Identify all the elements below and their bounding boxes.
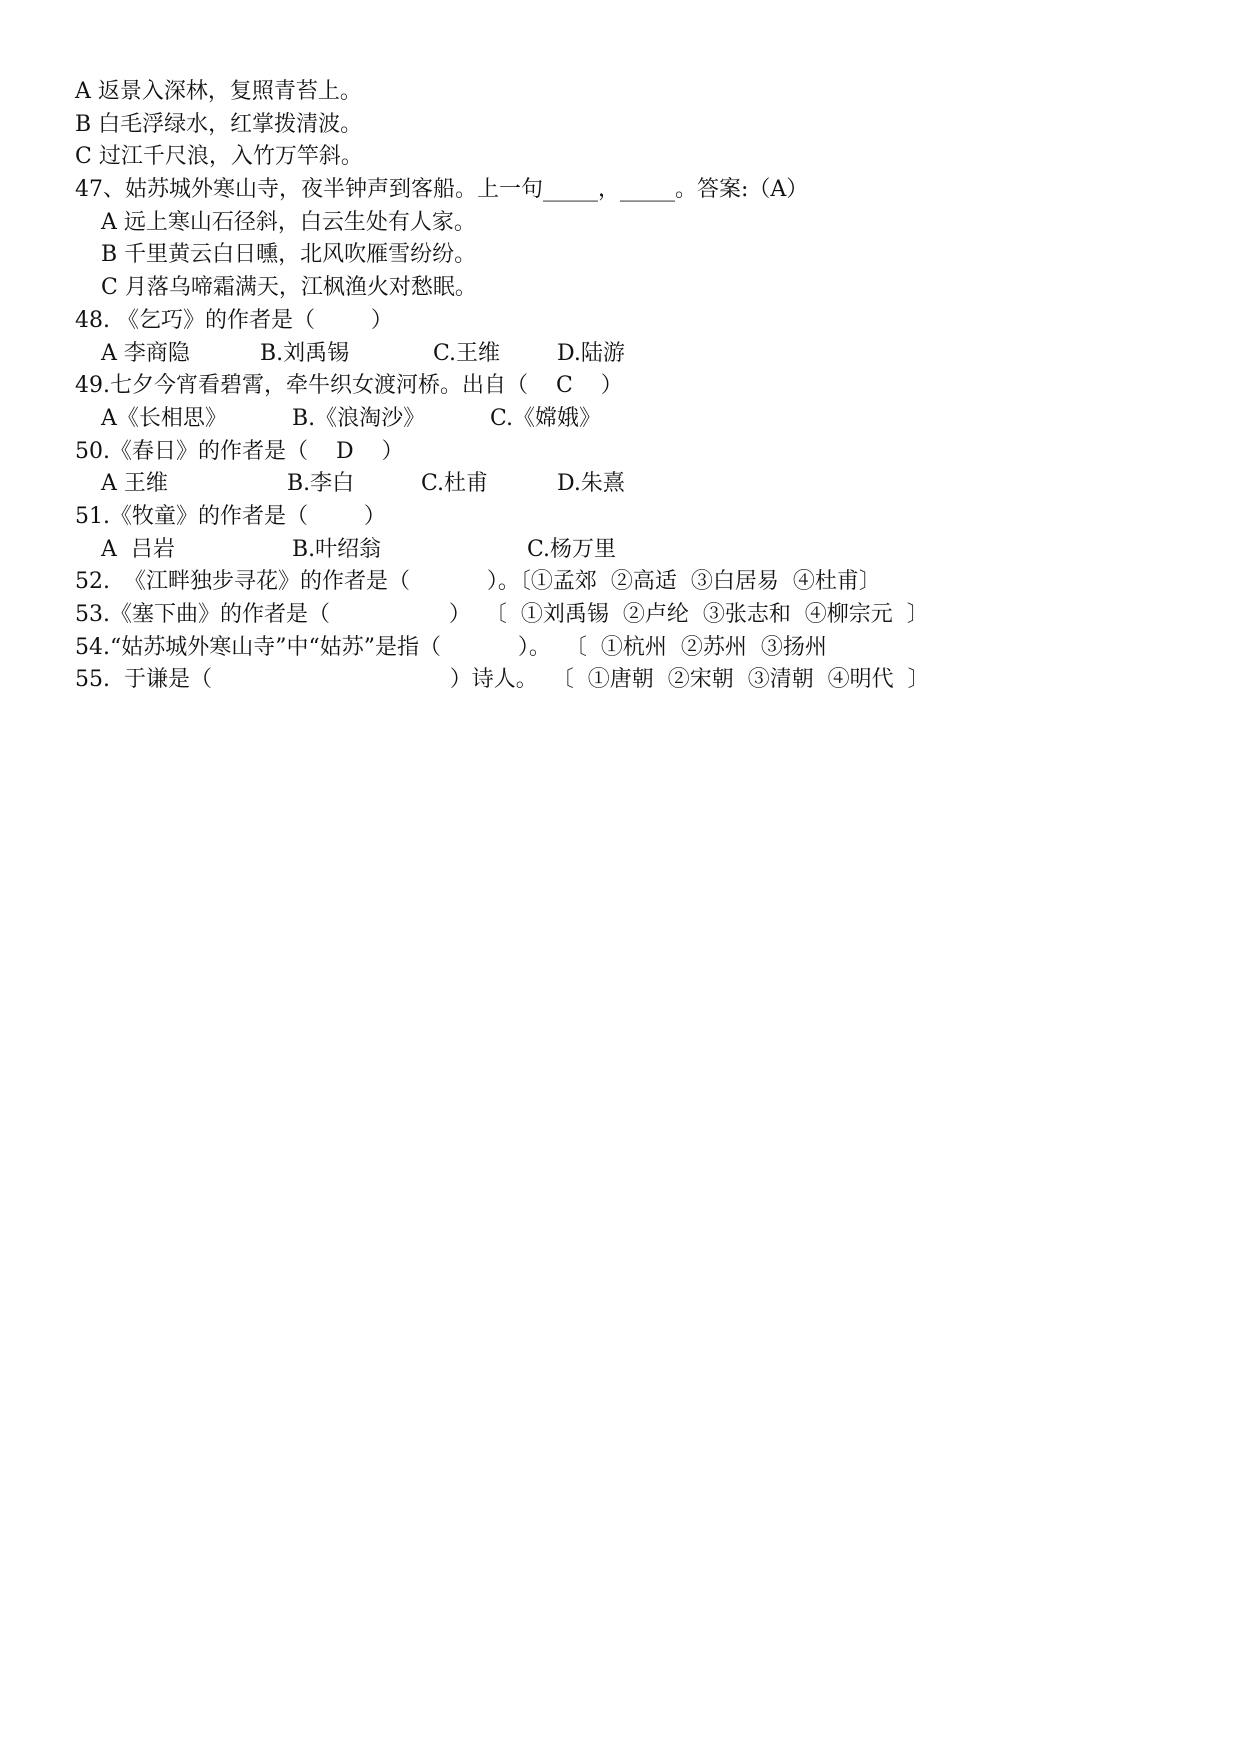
option-line: B 千里黄云白日曛，北风吹雁雪纷纷。 — [101, 242, 477, 268]
options-51 — [75, 534, 1175, 567]
option-a: A《长相思》 — [101, 405, 227, 431]
option-line: B 白毛浮绿水，红掌拨清波。 — [75, 111, 363, 137]
question-53: 53.《塞下曲》的作者是（ ） 〔 ①刘禹锡 ②卢纶 ③张志和 ④柳宗元 〕 — [75, 602, 929, 627]
options-49 — [75, 403, 1175, 436]
option-a: A 吕岩 — [101, 536, 175, 562]
option-d: D.朱熹 — [557, 471, 625, 497]
option-b: B.叶绍翁 — [292, 536, 382, 562]
options-50 — [75, 468, 1175, 501]
question-50: 50.《春日》的作者是（ D ） — [75, 438, 404, 464]
option-b: B.刘禹锡 — [260, 340, 350, 366]
option-a: A 李商隐 — [101, 340, 190, 366]
option-line: C 过江千尺浪，入竹万竿斜。 — [75, 144, 363, 170]
option-line: C 月落乌啼霜满天，江枫渔火对愁眠。 — [101, 275, 477, 301]
option-line: A 远上寒山石径斜，白云生处有人家。 — [101, 209, 476, 235]
option-c: C.《嫦娥》 — [490, 405, 602, 431]
option-c: C.王维 — [433, 340, 501, 366]
option-c: C.杜甫 — [421, 471, 489, 497]
option-line: A 返景入深林，复照青苔上。 — [75, 79, 362, 104]
option-b: B.李白 — [287, 471, 355, 497]
option-c: C.杨万里 — [527, 536, 617, 562]
question-54: 54.“姑苏城外寒山寺”中“姑苏”是指（ ）。 〔 ①杭州 ②苏州 ③扬州 — [75, 634, 827, 660]
question-47: 47、姑苏城外寒山寺，夜半钟声到客船。上一句_____，_____。答案:（A） — [75, 177, 809, 203]
question-48: 48. 《乞巧》的作者是（ ） — [75, 307, 393, 333]
option-d: D.陆游 — [557, 340, 625, 366]
worksheet-page — [75, 76, 1175, 697]
question-49: 49.七夕今宵看碧霄，牵牛织女渡河桥。出自（ C ） — [75, 373, 623, 399]
question-51: 51.《牧童》的作者是（ ） — [75, 503, 386, 529]
options-48 — [75, 338, 1175, 371]
option-b: B.《浪淘沙》 — [292, 405, 426, 431]
question-52: 52. 《江畔独步寻花》的作者是（ ）。〔①孟郊 ②高适 ③白居易 ④杜甫〕 — [75, 569, 881, 595]
question-55: 55. 于谦是（ ）诗人。 〔 ①唐朝 ②宋朝 ③清朝 ④明代 〕 — [75, 667, 930, 693]
option-a: A 王维 — [101, 471, 168, 497]
